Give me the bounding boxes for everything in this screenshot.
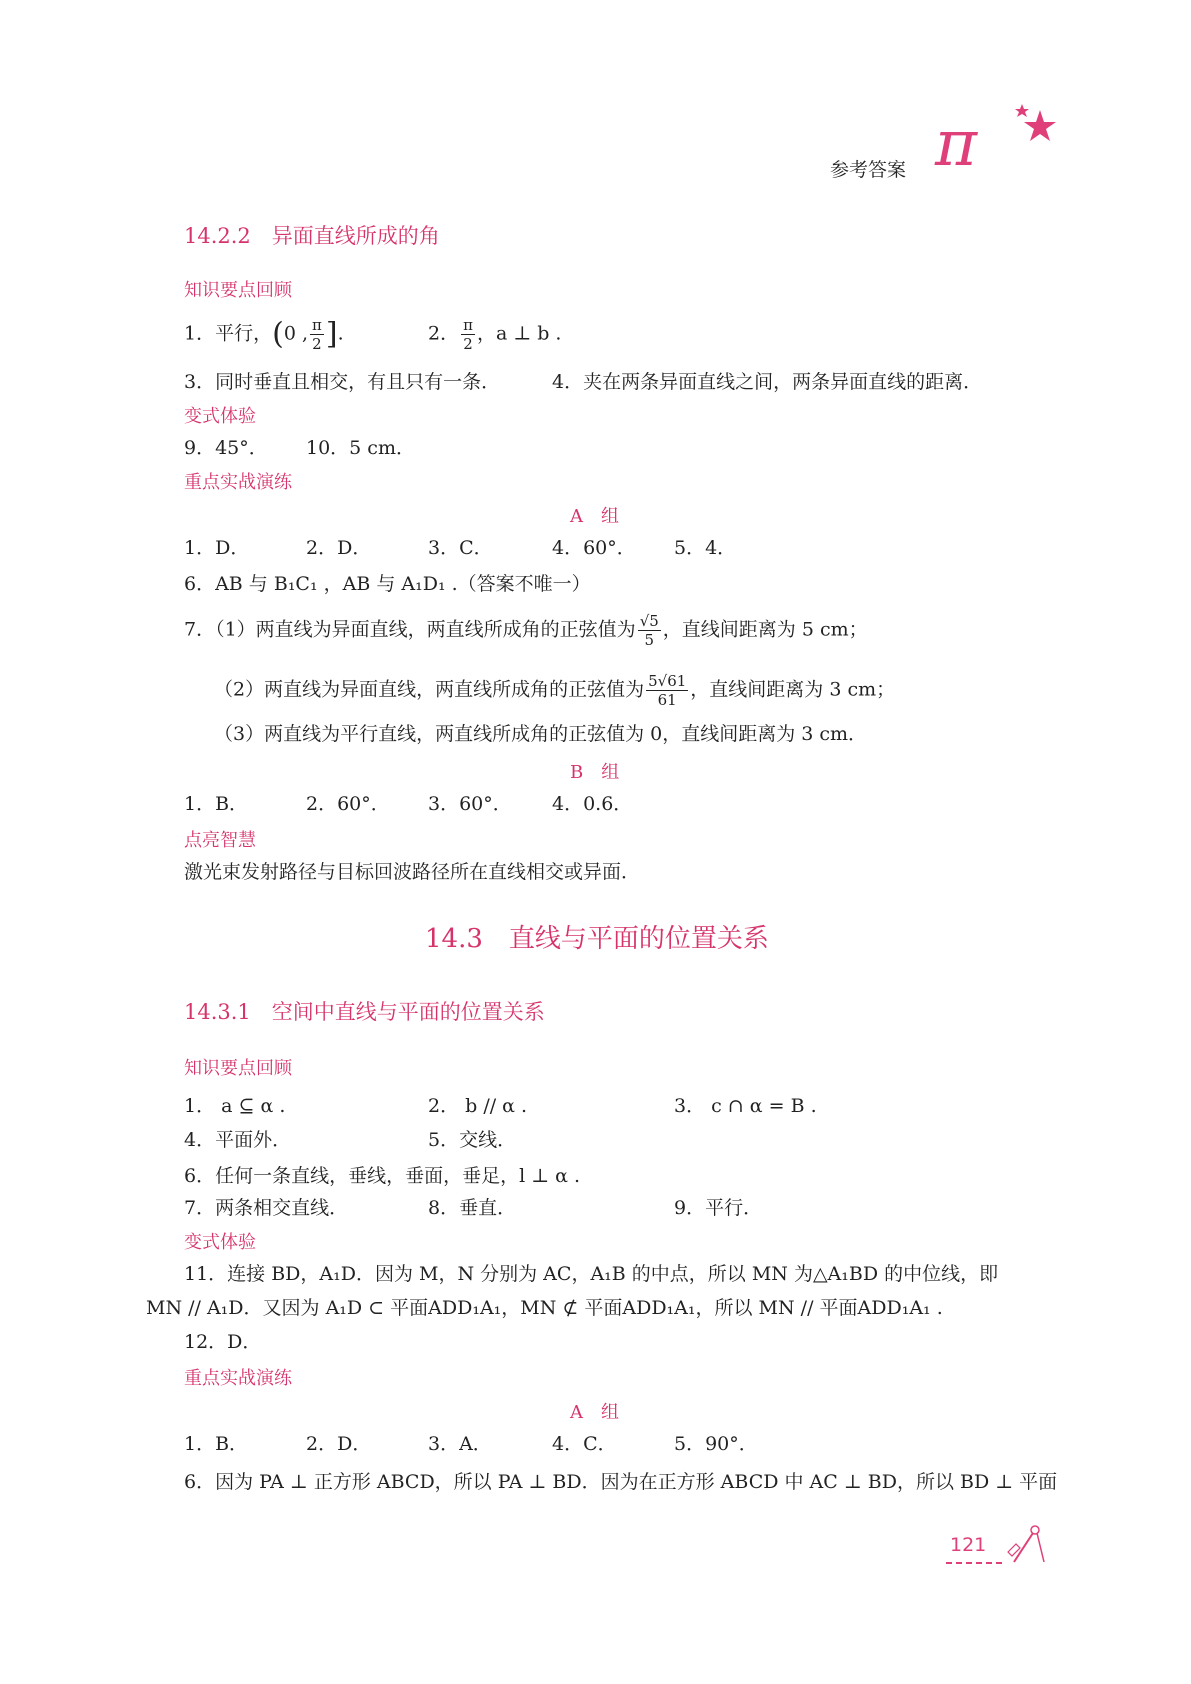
chapter-title-143: 14.3 直线与平面的位置关系 bbox=[425, 924, 769, 954]
heading-variant-2: 变式体验 bbox=[184, 1232, 256, 1253]
compass-icon bbox=[1002, 1522, 1048, 1568]
answer2-a4: 4．C． bbox=[552, 1433, 617, 1455]
answer2-a6: 6．因为 PA ⊥ 正方形 ABCD，所以 PA ⊥ BD．因为在正方形 ABCD 中 AC ⊥ BD，所以 BD ⊥ 平面 bbox=[184, 1471, 1058, 1493]
answer2-a5: 5．90°． bbox=[674, 1433, 758, 1455]
answer-a6: 6．AB 与 B₁C₁ ，AB 与 A₁D₁ .（答案不唯一） bbox=[184, 573, 591, 595]
answer2-a1: 1．B． bbox=[184, 1433, 249, 1455]
group-a-label: A 组 bbox=[570, 506, 619, 527]
variant-item-9: 9．45°． bbox=[184, 437, 268, 459]
review2-item-8: 8．垂直． bbox=[428, 1197, 517, 1219]
answer-a5: 5．4． bbox=[674, 537, 737, 559]
review2-item-4: 4．平面外． bbox=[184, 1129, 292, 1151]
answer-b4: 4．0.6． bbox=[552, 793, 633, 815]
answer2-a2: 2．D． bbox=[306, 1433, 372, 1455]
answer-a7-2: （2）两直线为异面直线，两直线所成角的正弦值为 $\frac{5√61}{61}$ ，直线间距离为 3 cm； bbox=[214, 672, 896, 709]
variant2-item-12: 12．D． bbox=[184, 1331, 262, 1353]
page-number: 121 bbox=[950, 1534, 987, 1556]
review2-item-5: 5．交线． bbox=[428, 1129, 517, 1151]
star-icon bbox=[1010, 100, 1060, 150]
heading-variant: 变式体验 bbox=[184, 406, 256, 427]
review-row-1: 1．平行，(0 , $\frac{\pi}{2}$ ]. bbox=[184, 316, 344, 353]
heading-practice-2: 重点实战演练 bbox=[184, 1368, 292, 1389]
review2-item-9: 9．平行． bbox=[674, 1197, 763, 1219]
page-underline bbox=[946, 1562, 1002, 1564]
section-title-1431: 14.3.1 空间中直线与平面的位置关系 bbox=[184, 1000, 545, 1024]
answer-a7-1: 7．（1）两直线为异面直线，两直线所成角的正弦值为 $\frac{√5}{5}$ ，直线间距离为 5 cm； bbox=[184, 612, 868, 649]
review2-item-2: 2． b // α . bbox=[428, 1095, 528, 1117]
review2-item-3: 3． c ∩ α = B . bbox=[674, 1095, 817, 1117]
group-a-label-2: A 组 bbox=[570, 1402, 619, 1423]
answer-b2: 2．60°． bbox=[306, 793, 390, 815]
heading-review: 知识要点回顾 bbox=[184, 280, 292, 301]
bright-text: 激光束发射路径与目标回波路径所在直线相交或异面． bbox=[184, 861, 641, 883]
section-title-1422: 14.2.2 异面直线所成的角 bbox=[184, 224, 440, 248]
review-row-2: 2． $\frac{\pi}{2}$ ，a ⊥ b . bbox=[428, 316, 562, 353]
answer-b1: 1．B． bbox=[184, 793, 249, 815]
answer-a1: 1．D． bbox=[184, 537, 250, 559]
review2-item-1: 1． a ⊆ α . bbox=[184, 1095, 286, 1117]
review2-item-6: 6．任何一条直线，垂线，垂面，垂足，l ⊥ α . bbox=[184, 1165, 581, 1187]
header-title: 参考答案 bbox=[830, 159, 907, 181]
variant-item-10: 10．5 cm． bbox=[306, 437, 415, 459]
heading-bright: 点亮智慧 bbox=[184, 830, 256, 851]
review-item-3: 3．同时垂直且相交，有且只有一条． bbox=[184, 371, 501, 393]
heading-practice: 重点实战演练 bbox=[184, 472, 292, 493]
review-item-4: 4．夹在两条异面直线之间，两条异面直线的距离． bbox=[552, 371, 983, 393]
answer-b3: 3．60°． bbox=[428, 793, 512, 815]
pi-logo: π bbox=[935, 107, 978, 181]
answer-a2: 2．D． bbox=[306, 537, 372, 559]
answer2-a3: 3．A． bbox=[428, 1433, 492, 1455]
group-b-label: B 组 bbox=[570, 762, 620, 783]
variant2-item-11b: MN // A₁D．又因为 A₁D ⊂ 平面ADD₁A₁，MN ⊄ 平面ADD₁A₁，所以 MN // 平面ADD₁A₁ . bbox=[146, 1297, 943, 1319]
answer-a3: 3．C． bbox=[428, 537, 493, 559]
heading-review-2: 知识要点回顾 bbox=[184, 1058, 292, 1079]
answer-a7-3: （3）两直线为平行直线，两直线所成角的正弦值为 0，直线间距离为 3 cm． bbox=[214, 723, 868, 745]
review2-item-7: 7．两条相交直线． bbox=[184, 1197, 349, 1219]
variant2-item-11a: 11．连接 BD，A₁D．因为 M，N 分别为 AC，A₁B 的中点，所以 MN 为△A₁BD 的中位线，即 bbox=[184, 1263, 999, 1285]
answer-a4: 4．60°． bbox=[552, 537, 636, 559]
